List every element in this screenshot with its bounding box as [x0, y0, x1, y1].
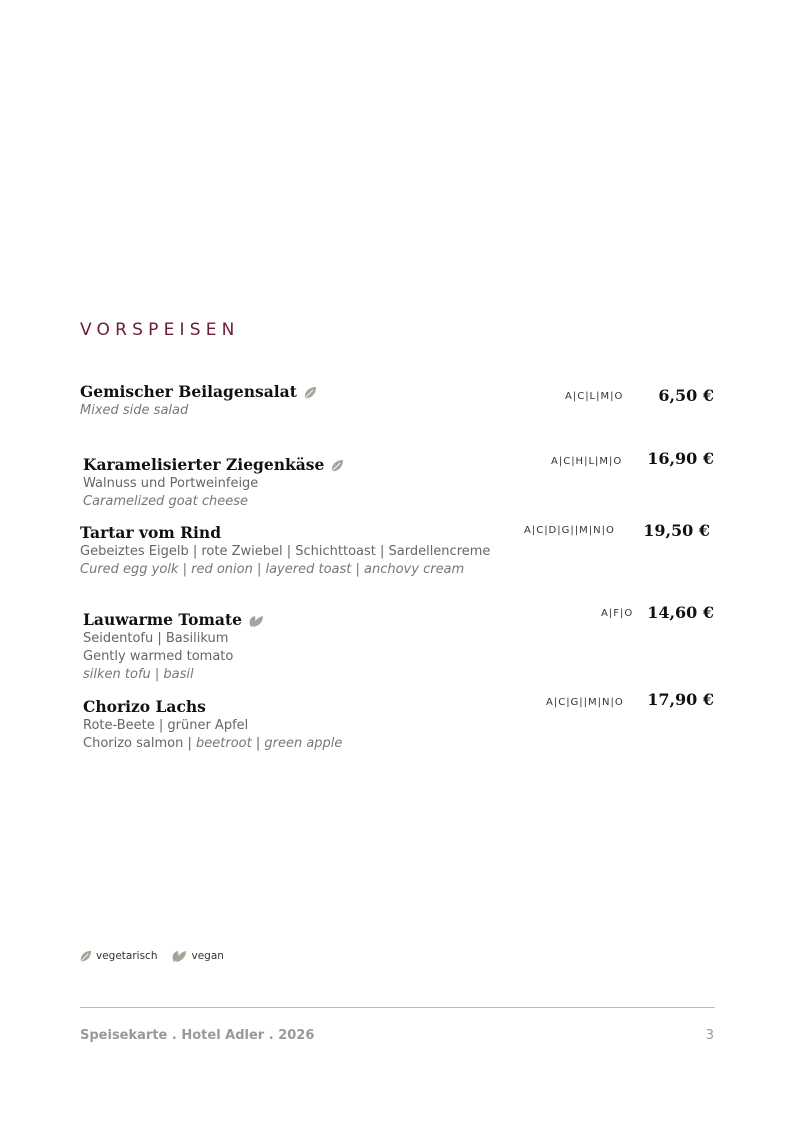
dish-name: Tartar vom Rind: [80, 523, 222, 542]
section-title: VORSPEISEN: [80, 320, 240, 340]
footer-title: Speisekarte . Hotel Adler . 2026: [80, 1028, 315, 1043]
dish-name-row: [83, 610, 264, 630]
legend-vegan-label: vegan: [191, 950, 224, 962]
menu-item: [80, 523, 490, 579]
vegetarian-leaf-icon: [330, 459, 344, 473]
description-segment: Rote-Beete | grüner Apfel: [83, 718, 249, 733]
dish-description: [80, 543, 490, 561]
price: 14,60 €: [647, 603, 714, 622]
menu-item: [83, 697, 342, 753]
dish-name: Chorizo Lachs: [83, 697, 206, 716]
dish-name-row: [80, 382, 317, 402]
price: 19,50 €: [643, 521, 710, 540]
dish-description: [83, 717, 342, 735]
price: 17,90 €: [647, 690, 714, 709]
allergen-codes: A|F|O: [601, 608, 634, 619]
vegan-leaf-icon: [171, 949, 187, 963]
allergen-codes: A|C|D|G||M|N|O: [524, 525, 615, 536]
dish-name-row: [80, 523, 490, 543]
vegan-leaf-icon: [248, 614, 264, 628]
menu-item: [80, 382, 317, 420]
description-segment: Cured egg yolk | red onion | layered toast | anchovy cream: [80, 562, 465, 577]
vegetarian-leaf-icon: [303, 386, 317, 400]
dish-description: [83, 648, 264, 666]
price: 16,90 €: [647, 449, 714, 468]
footer-divider: [80, 1007, 715, 1008]
dish-name-row: [83, 697, 342, 717]
description-segment: Seidentofu | Basilikum: [83, 631, 229, 646]
dish-description: [83, 735, 342, 753]
legend: [79, 949, 238, 963]
dish-description: [80, 402, 317, 420]
dish-description: [83, 475, 344, 493]
description-segment: beetroot: [196, 736, 252, 751]
allergen-codes: A|C|H|L|M|O: [551, 456, 623, 467]
page-number: 3: [705, 1028, 714, 1043]
dish-description: [83, 630, 264, 648]
menu-item: [83, 455, 344, 511]
description-segment: Walnuss und Portweinfeige: [83, 476, 259, 491]
description-segment: green apple: [264, 736, 343, 751]
legend-vegetarian-label: vegetarisch: [96, 950, 158, 962]
description-segment: silken tofu | basil: [83, 667, 194, 682]
dish-description: [83, 493, 344, 511]
allergen-codes: A|C|G||M|N|O: [546, 697, 624, 708]
description-segment: Gently warmed tomato: [83, 649, 234, 664]
menu-item: [83, 610, 264, 684]
dish-name: Gemischer Beilagensalat: [80, 382, 297, 401]
dish-name: Karamelisierter Ziegenkäse: [83, 455, 325, 474]
dish-name: Lauwarme Tomate: [83, 610, 242, 629]
description-segment: Chorizo salmon |: [83, 736, 196, 751]
dish-name-row: [83, 455, 344, 475]
description-segment: |: [251, 736, 265, 751]
price: 6,50 €: [658, 386, 714, 405]
description-segment: Mixed side salad: [80, 403, 189, 418]
allergen-codes: A|C|L|M|O: [565, 391, 624, 402]
description-segment: Caramelized goat cheese: [83, 494, 249, 509]
dish-description: [83, 666, 264, 684]
description-segment: Gebeiztes Eigelb | rote Zwiebel | Schichttoast | Sardellencreme: [80, 544, 491, 559]
vegetarian-leaf-icon: [79, 950, 92, 963]
dish-description: [80, 561, 490, 579]
